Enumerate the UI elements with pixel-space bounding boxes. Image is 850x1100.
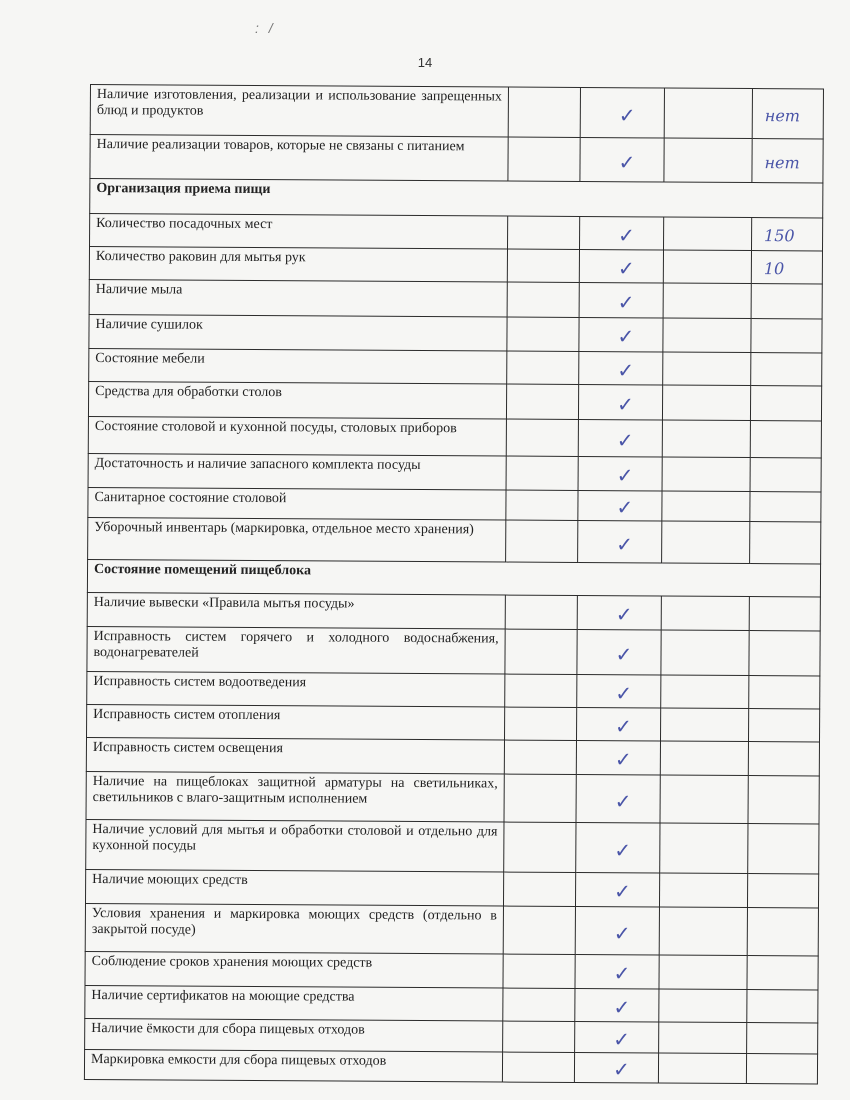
checkmark-icon: ✓ xyxy=(617,255,635,280)
table-row xyxy=(86,771,819,823)
blank-cell xyxy=(660,741,748,776)
note-cell xyxy=(746,1054,817,1084)
note-cell xyxy=(752,89,823,139)
blank-cell xyxy=(663,217,751,251)
checkmark-icon: ✓ xyxy=(613,921,631,946)
blank-cell xyxy=(659,1022,747,1054)
note-cell xyxy=(748,709,819,742)
check-cell xyxy=(576,740,660,775)
table-row xyxy=(87,626,820,675)
blank-cell xyxy=(507,216,579,249)
checkmark-icon: ✓ xyxy=(617,357,635,382)
criterion-text: Средства для обработки столов xyxy=(88,381,506,419)
blank-cell xyxy=(663,283,751,319)
table-row xyxy=(87,671,820,708)
note-cell xyxy=(750,458,821,492)
check-cell xyxy=(579,216,663,250)
check-cell xyxy=(577,674,661,708)
check-cell xyxy=(578,490,662,521)
check-cell xyxy=(575,1021,659,1053)
table-row xyxy=(84,1049,817,1083)
blank-cell xyxy=(662,491,750,522)
blank-cell xyxy=(503,954,575,988)
checkmark-icon: ✓ xyxy=(614,789,632,814)
blank-cell xyxy=(659,873,747,908)
criterion-text: Наличие моющих средств xyxy=(85,869,503,906)
handwritten-note: 150 xyxy=(764,225,795,245)
blank-cell xyxy=(505,595,577,629)
note-cell xyxy=(748,776,819,824)
criterion-text: Уборочный инвентарь (маркировка, отдельное место хранения) xyxy=(88,517,506,562)
checkmark-icon: ✓ xyxy=(613,994,631,1019)
note-cell xyxy=(752,139,823,183)
section-title: Состояние помещений пищеблока xyxy=(87,559,820,596)
criterion-text: Достаточность и наличие запасного комплекта посуды xyxy=(88,453,506,490)
blank-cell xyxy=(503,872,575,906)
blank-cell xyxy=(658,1053,746,1084)
criterion-text: Исправность систем отопления xyxy=(87,704,505,740)
blank-cell xyxy=(659,989,747,1023)
blank-cell xyxy=(507,282,579,317)
note-cell xyxy=(747,908,818,956)
blank-cell xyxy=(506,490,578,520)
section-title: Организация приема пищи xyxy=(90,179,823,218)
note-cell xyxy=(750,386,821,421)
checkmark-icon: ✓ xyxy=(613,961,631,986)
table-row xyxy=(85,903,818,955)
criterion-text: Наличие сушилок xyxy=(89,314,507,351)
note-cell xyxy=(750,522,821,564)
checkmark-icon: ✓ xyxy=(617,324,635,349)
note-cell xyxy=(751,284,822,319)
criterion-text: Исправность систем горячего и холодного водоснабжения, водонагревателей xyxy=(87,626,505,674)
checkmark-icon: ✓ xyxy=(616,495,634,520)
table-row xyxy=(90,85,823,139)
criterion-text: Наличие условий для мытья и обработки столовой и отдельно для кухонной посуды xyxy=(86,819,504,872)
criterion-text: Санитарное состояние столовой xyxy=(88,487,506,520)
checkmark-icon: ✓ xyxy=(614,879,631,904)
blank-cell xyxy=(664,138,752,183)
note-cell xyxy=(751,218,822,251)
table-row xyxy=(87,592,820,630)
blank-cell xyxy=(505,707,577,740)
criterion-text: Соблюдение сроков хранения моющих средств xyxy=(85,951,503,988)
check-cell xyxy=(575,906,659,955)
criterion-text: Количество раковин для мытья рук xyxy=(89,247,507,283)
table-row xyxy=(90,135,823,183)
blank-cell xyxy=(506,419,578,456)
criterion-text: Условия хранения и маркировка моющих средств (отдельно в закрытой посуде) xyxy=(85,903,503,954)
checkmark-icon: ✓ xyxy=(617,289,635,315)
blank-cell xyxy=(659,907,747,956)
criterion-text: Исправность систем водоотведения xyxy=(87,671,505,707)
blank-cell xyxy=(660,708,748,742)
blank-cell xyxy=(503,988,575,1021)
note-cell xyxy=(747,874,818,908)
checkmark-icon: ✓ xyxy=(612,1057,630,1082)
table-row xyxy=(89,348,822,385)
check-cell xyxy=(580,137,664,182)
blank-cell xyxy=(504,774,576,822)
check-cell xyxy=(577,595,661,630)
page-number: 14 xyxy=(417,55,433,70)
blank-cell xyxy=(507,317,579,351)
blank-cell xyxy=(507,249,579,282)
note-cell xyxy=(748,824,819,874)
check-cell xyxy=(579,249,663,283)
note-cell xyxy=(747,956,818,990)
blank-cell xyxy=(664,88,752,139)
check-cell xyxy=(576,822,660,873)
blank-cell xyxy=(663,352,751,386)
handwritten-note: нет xyxy=(764,152,800,172)
check-cell xyxy=(578,419,662,457)
blank-cell xyxy=(505,629,577,674)
check-cell xyxy=(578,384,662,420)
checkmark-icon: ✓ xyxy=(614,747,632,772)
checkmark-icon: ✓ xyxy=(616,463,634,488)
blank-cell xyxy=(507,351,579,384)
blank-cell xyxy=(661,630,749,676)
note-cell xyxy=(750,421,821,458)
checkmark-icon: ✓ xyxy=(618,222,635,247)
table-row xyxy=(89,247,822,284)
checkmark-icon: ✓ xyxy=(618,149,636,174)
criterion-text: Наличие сертификатов на моющие средства xyxy=(85,985,503,1021)
checkmark-icon: ✓ xyxy=(615,642,633,667)
check-cell xyxy=(578,456,662,491)
checkmark-icon: ✓ xyxy=(613,1026,631,1051)
note-cell xyxy=(750,492,821,522)
checkmark-icon: ✓ xyxy=(614,838,632,863)
criterion-text: Состояние мебели xyxy=(89,348,507,384)
blank-cell xyxy=(660,775,748,824)
checklist-body xyxy=(84,85,823,1084)
blank-cell xyxy=(502,1052,574,1082)
table-row xyxy=(88,517,821,563)
checkmark-icon: ✓ xyxy=(616,531,634,556)
note-cell xyxy=(747,990,818,1023)
checkmark-icon: ✓ xyxy=(615,602,633,627)
handwritten-note: нет xyxy=(764,106,801,126)
criterion-text: Наличие вывески «Правила мытья посуды» xyxy=(87,592,505,629)
note-cell xyxy=(751,251,822,284)
scan-marks: : / xyxy=(255,20,276,36)
note-cell xyxy=(751,319,822,353)
blank-cell xyxy=(659,955,747,990)
table-row xyxy=(85,1018,818,1053)
checkmark-icon: ✓ xyxy=(615,713,632,738)
check-cell xyxy=(574,1052,658,1083)
checkmark-icon: ✓ xyxy=(616,428,634,453)
note-cell xyxy=(751,353,822,386)
criterion-text: Наличие реализации товаров, которые не связаны с питанием xyxy=(90,135,508,182)
blank-cell xyxy=(503,1021,575,1052)
blank-cell xyxy=(506,384,578,419)
note-cell xyxy=(749,676,820,709)
blank-cell xyxy=(663,318,751,353)
check-cell xyxy=(578,520,662,563)
check-cell xyxy=(575,988,659,1022)
note-cell xyxy=(748,742,819,776)
table-row xyxy=(88,487,821,521)
criterion-text: Наличие на пищеблоках защитной арматуры на светильниках, светильников с влаго-защитным исполнением xyxy=(86,771,504,822)
criterion-text: Наличие изготовления, реализации и использование запрещенных блюд и продуктов xyxy=(90,85,508,138)
note-cell xyxy=(749,597,820,631)
blank-cell xyxy=(504,740,576,774)
table-row xyxy=(85,869,818,907)
blank-cell xyxy=(505,674,577,707)
checkmark-icon: ✓ xyxy=(616,391,634,417)
section-header-row xyxy=(90,179,823,218)
note-cell xyxy=(749,631,820,676)
checkmark-icon: ✓ xyxy=(615,680,633,705)
checklist-table xyxy=(84,84,824,1084)
check-cell xyxy=(580,87,664,138)
table-row xyxy=(89,314,822,352)
criterion-text: Наличие ёмкости для сбора пищевых отходов xyxy=(85,1018,503,1052)
checkmark-icon: ✓ xyxy=(618,103,636,128)
criterion-text: Наличие мыла xyxy=(89,279,507,317)
criterion-text: Количество посадочных мест xyxy=(90,214,508,250)
table-row xyxy=(89,279,822,318)
table-row xyxy=(88,416,821,457)
blank-cell xyxy=(504,822,576,872)
check-cell xyxy=(575,954,659,989)
blank-cell xyxy=(663,250,751,284)
blank-cell xyxy=(661,675,749,709)
table-row xyxy=(86,737,819,775)
table-row xyxy=(85,985,818,1022)
blank-cell xyxy=(660,823,748,874)
note-cell xyxy=(747,1023,818,1054)
table-row xyxy=(87,704,820,741)
blank-cell xyxy=(662,420,750,458)
criterion-text: Исправность систем освещения xyxy=(86,737,504,774)
check-cell xyxy=(575,872,659,907)
check-cell xyxy=(576,774,660,823)
table-row xyxy=(90,214,823,251)
section-header-row xyxy=(87,559,820,596)
table-row xyxy=(85,951,818,989)
check-cell xyxy=(576,707,660,741)
blank-cell xyxy=(508,137,580,181)
blank-cell xyxy=(662,521,750,564)
blank-cell xyxy=(662,457,750,492)
check-cell xyxy=(579,317,663,352)
check-cell xyxy=(579,282,663,318)
table-row xyxy=(88,453,821,491)
table-row xyxy=(86,819,819,873)
blank-cell xyxy=(508,87,580,137)
handwritten-note: 10 xyxy=(763,258,785,278)
check-cell xyxy=(579,351,663,385)
blank-cell xyxy=(503,906,575,954)
table-row xyxy=(88,381,821,420)
criterion-text: Маркировка емкости для сбора пищевых отходов xyxy=(84,1049,502,1082)
blank-cell xyxy=(506,456,578,490)
criterion-text: Состояние столовой и кухонной посуды, столовых приборов xyxy=(88,416,506,456)
check-cell xyxy=(577,629,661,675)
blank-cell xyxy=(661,596,749,631)
blank-cell xyxy=(506,520,578,562)
blank-cell xyxy=(662,385,750,421)
